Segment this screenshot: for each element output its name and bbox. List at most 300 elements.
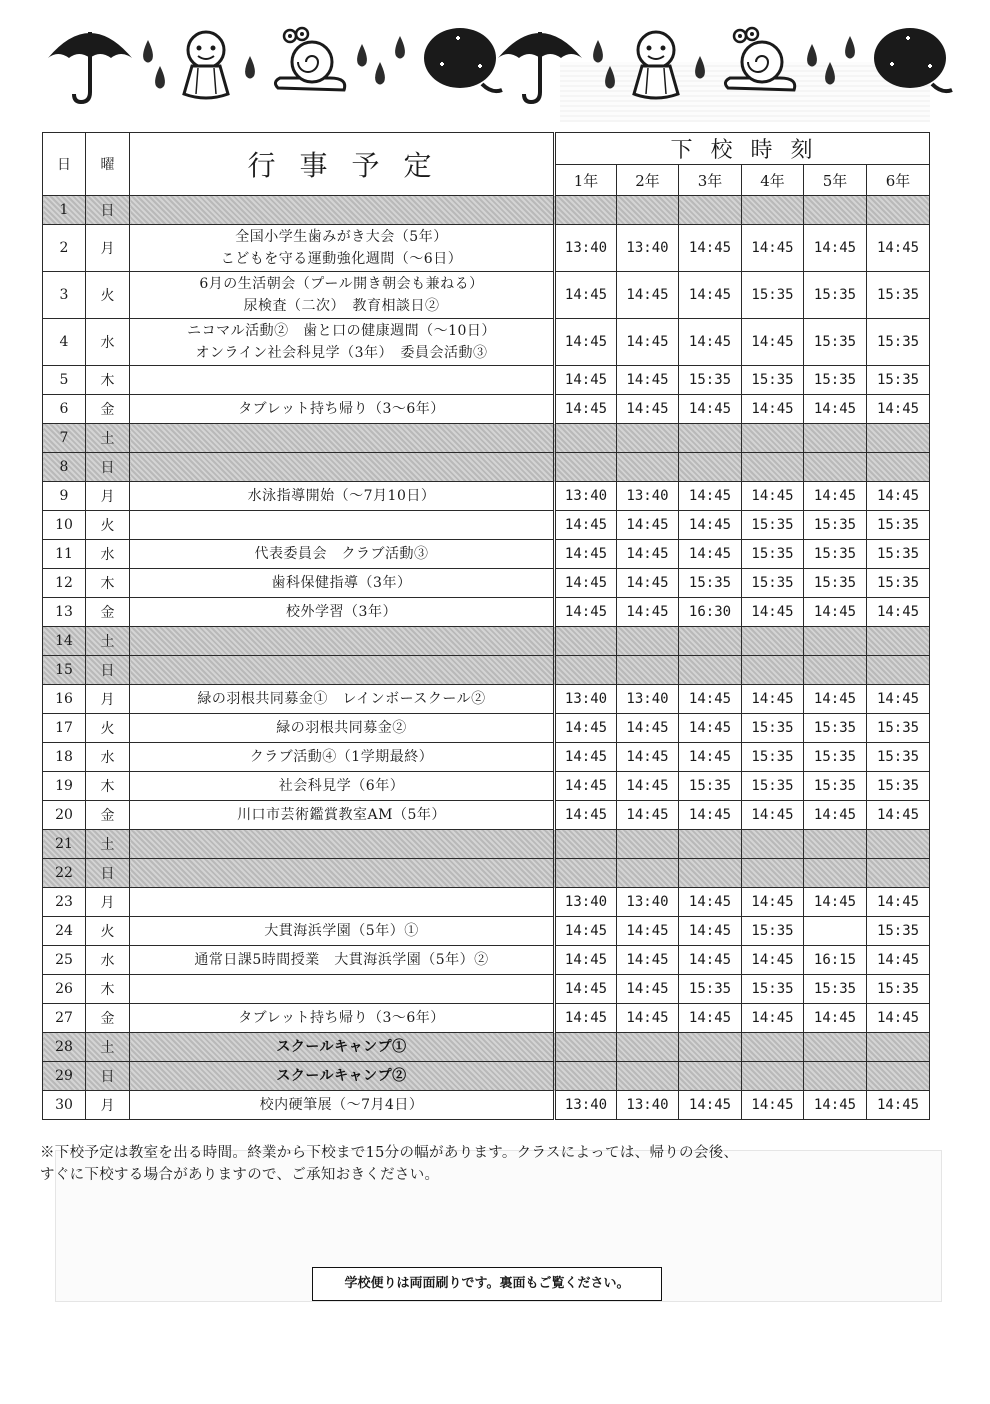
event-line: 代表委員会 クラブ活動③: [254, 546, 429, 562]
dismissal-time-cell: [555, 656, 617, 685]
events-cell: [130, 1062, 555, 1091]
events-cell: [130, 225, 555, 272]
weekday-cell: 月: [86, 482, 130, 511]
dismissal-time-cell: [617, 859, 679, 888]
schedule-rows: [43, 196, 930, 1120]
weekday-cell: 日: [86, 196, 130, 225]
events-cell: [130, 424, 555, 453]
table-row: [43, 1091, 930, 1120]
event-line: 水泳指導開始（～7月10日）: [247, 488, 436, 504]
table-row: [43, 1004, 930, 1033]
dismissal-time-cell: 13:40: [617, 685, 679, 714]
dismissal-time-cell: 13:40: [617, 888, 679, 917]
table-row: [43, 772, 930, 801]
day-cell: 18: [43, 743, 86, 772]
dismissal-time-cell: [742, 656, 804, 685]
event-line: 大貫海浜学園（5年）①: [264, 923, 419, 939]
dismissal-time-cell: [617, 424, 679, 453]
dismissal-time-cell: [617, 1062, 679, 1091]
day-cell: 14: [43, 627, 86, 656]
dismissal-time-cell: 14:45: [679, 319, 742, 366]
table-row: [43, 225, 930, 272]
table-row: [43, 1062, 930, 1091]
dismissal-time-cell: [555, 453, 617, 482]
event-line: スクールキャンプ①: [276, 1039, 407, 1055]
dismissal-time-cell: 15:35: [742, 772, 804, 801]
weekday-cell: 土: [86, 627, 130, 656]
dismissal-time-cell: 14:45: [617, 975, 679, 1004]
events-cell: [130, 1004, 555, 1033]
dismissal-time-cell: 14:45: [679, 917, 742, 946]
dismissal-time-cell: 13:40: [555, 1091, 617, 1120]
weekday-cell: 金: [86, 598, 130, 627]
dismissal-time-cell: [679, 1033, 742, 1062]
dismissal-time-cell: [679, 656, 742, 685]
dismissal-time-cell: 14:45: [555, 598, 617, 627]
dismissal-time-cell: 14:45: [555, 743, 617, 772]
dismissal-time-cell: 15:35: [804, 366, 867, 395]
day-cell: 27: [43, 1004, 86, 1033]
events-cell: [130, 598, 555, 627]
dismissal-time-cell: [742, 627, 804, 656]
events-cell: [130, 743, 555, 772]
dismissal-time-cell: [804, 453, 867, 482]
dismissal-time-cell: 14:45: [742, 319, 804, 366]
dismissal-time-cell: 15:35: [679, 366, 742, 395]
dismissal-time-cell: 14:45: [555, 1004, 617, 1033]
day-cell: 6: [43, 395, 86, 424]
grade-header: 1年: [555, 165, 617, 196]
dismissal-time-cell: 14:45: [555, 395, 617, 424]
day-cell: 15: [43, 656, 86, 685]
dismissal-time-cell: 15:35: [804, 540, 867, 569]
dismissal-time-cell: 14:45: [617, 272, 679, 319]
grade-header: 5年: [804, 165, 867, 196]
dismissal-time-cell: 14:45: [555, 946, 617, 975]
dismissal-time-cell: 14:45: [742, 888, 804, 917]
dismissal-time-cell: 14:45: [804, 598, 867, 627]
dismissal-time-cell: [867, 1033, 930, 1062]
dismissal-time-cell: [742, 196, 804, 225]
dismissal-time-cell: 14:45: [617, 540, 679, 569]
raindrop-icon: [357, 36, 405, 85]
day-cell: 22: [43, 859, 86, 888]
table-row: [43, 598, 930, 627]
dismissal-time-cell: 15:35: [742, 272, 804, 319]
weekday-cell: 月: [86, 685, 130, 714]
event-line: 全国小学生歯みがき大会（5年）: [235, 229, 448, 245]
dismissal-time-cell: 14:45: [804, 1091, 867, 1120]
dismissal-time-cell: 15:35: [742, 540, 804, 569]
dismissal-time-cell: [617, 656, 679, 685]
weekday-cell: 火: [86, 714, 130, 743]
day-cell: 26: [43, 975, 86, 1004]
day-cell: 9: [43, 482, 86, 511]
dismissal-time-cell: 14:45: [617, 319, 679, 366]
event-line: 尿検査（二次） 教育相談日②: [243, 298, 440, 314]
dismissal-time-cell: [867, 656, 930, 685]
dismissal-time-cell: 14:45: [804, 801, 867, 830]
dismissal-time-cell: 15:35: [867, 511, 930, 540]
dismissal-time-cell: 15:35: [867, 366, 930, 395]
dismissal-time-cell: 14:45: [555, 366, 617, 395]
events-cell: [130, 685, 555, 714]
dismissal-time-cell: 15:35: [804, 772, 867, 801]
events-cell: [130, 319, 555, 366]
dismissal-time-cell: [804, 424, 867, 453]
dismissal-time-cell: 15:35: [804, 569, 867, 598]
dismissal-time-cell: 15:35: [804, 511, 867, 540]
dismissal-time-cell: 14:45: [679, 482, 742, 511]
events-cell: [130, 569, 555, 598]
dismissal-time-cell: [804, 859, 867, 888]
weekday-cell: 月: [86, 1091, 130, 1120]
table-row: [43, 685, 930, 714]
dismissal-time-cell: 15:35: [867, 319, 930, 366]
table-row: [43, 196, 930, 225]
dismissal-time-cell: 15:35: [867, 917, 930, 946]
dismissal-time-cell: [867, 453, 930, 482]
snail-icon: [275, 28, 344, 90]
weekday-cell: 火: [86, 511, 130, 540]
umbrella-icon: [48, 32, 132, 102]
weekday-cell: 水: [86, 743, 130, 772]
weekday-cell: 木: [86, 569, 130, 598]
day-cell: 13: [43, 598, 86, 627]
dismissal-time-cell: 14:45: [867, 888, 930, 917]
day-cell: 12: [43, 569, 86, 598]
table-row: [43, 917, 930, 946]
dismissal-time-cell: 14:45: [555, 917, 617, 946]
dismissal-time-cell: 13:40: [617, 225, 679, 272]
dismissal-time-cell: [679, 830, 742, 859]
raindrop-icon: [143, 40, 165, 89]
dismissal-time-cell: [804, 917, 867, 946]
dismissal-time-cell: 14:45: [555, 801, 617, 830]
day-cell: 20: [43, 801, 86, 830]
dismissal-time-cell: 14:45: [679, 714, 742, 743]
weekday-cell: 金: [86, 395, 130, 424]
table-row: [43, 627, 930, 656]
dismissal-time-cell: [679, 196, 742, 225]
event-line: 6月の生活朝会（プール開き朝会も兼ねる）: [199, 276, 484, 292]
dismissal-time-cell: [742, 424, 804, 453]
event-line: 緑の羽根共同募金②: [276, 720, 407, 736]
table-row: [43, 743, 930, 772]
dismissal-time-cell: [867, 627, 930, 656]
events-cell: [130, 714, 555, 743]
table-row: [43, 830, 930, 859]
dismissal-time-cell: [804, 1062, 867, 1091]
dismissal-time-cell: [555, 627, 617, 656]
dismissal-time-cell: 14:45: [742, 1091, 804, 1120]
day-cell: 24: [43, 917, 86, 946]
table-row: [43, 946, 930, 975]
events-cell: [130, 772, 555, 801]
day-cell: 28: [43, 1033, 86, 1062]
dismissal-time-cell: 14:45: [679, 225, 742, 272]
events-cell: [130, 830, 555, 859]
dismissal-time-cell: [867, 1062, 930, 1091]
event-line: 川口市芸術鑑賞教室AM（5年）: [237, 807, 446, 823]
events-cell: [130, 917, 555, 946]
day-cell: 10: [43, 511, 86, 540]
double-sided-notice: 学校便りは両面刷りです。裏面もご覧ください。: [312, 1267, 662, 1301]
dismissal-time-cell: 14:45: [867, 801, 930, 830]
event-line: ニコマル活動② 歯と口の健康週間（～10日）: [187, 323, 496, 339]
dismissal-time-cell: 14:45: [742, 482, 804, 511]
dismissal-time-cell: 15:35: [867, 569, 930, 598]
dismissal-time-cell: 14:45: [804, 225, 867, 272]
weekday-cell: 土: [86, 830, 130, 859]
weekday-cell: 木: [86, 366, 130, 395]
table-row: [43, 395, 930, 424]
dismissal-time-cell: 14:45: [555, 540, 617, 569]
dismissal-time-cell: 14:45: [742, 395, 804, 424]
weekday-header: 曜: [86, 133, 130, 196]
day-cell: 21: [43, 830, 86, 859]
dismissal-time-cell: 14:45: [679, 743, 742, 772]
dismissal-time-cell: 14:45: [742, 598, 804, 627]
dismissal-time-cell: 16:30: [679, 598, 742, 627]
dismissal-time-cell: 14:45: [742, 1004, 804, 1033]
events-cell: [130, 272, 555, 319]
dismissal-times-header: 下校時刻: [555, 133, 930, 165]
dismissal-time-cell: 14:45: [555, 319, 617, 366]
dismissal-time-cell: [555, 196, 617, 225]
weekday-cell: 木: [86, 772, 130, 801]
weekday-cell: 日: [86, 1062, 130, 1091]
day-cell: 30: [43, 1091, 86, 1120]
footnote-line: すぐに下校する場合がありますので、ご承知おきください。: [40, 1167, 440, 1183]
dismissal-time-cell: 14:45: [555, 272, 617, 319]
dismissal-time-cell: [555, 424, 617, 453]
day-cell: 7: [43, 424, 86, 453]
day-cell: 2: [43, 225, 86, 272]
table-row: [43, 714, 930, 743]
june-schedule-table: [42, 132, 930, 1120]
weekday-cell: 火: [86, 917, 130, 946]
events-cell: [130, 482, 555, 511]
dismissal-time-cell: 14:45: [867, 1004, 930, 1033]
table-row: [43, 540, 930, 569]
dismissal-time-cell: 14:45: [617, 598, 679, 627]
dismissal-time-cell: [804, 627, 867, 656]
dismissal-time-cell: 14:45: [867, 225, 930, 272]
table-row: [43, 975, 930, 1004]
dismissal-time-cell: 14:45: [867, 395, 930, 424]
dismissal-time-cell: [617, 453, 679, 482]
dismissal-time-cell: 15:35: [867, 272, 930, 319]
dismissal-time-cell: 14:45: [679, 1091, 742, 1120]
table-row: [43, 272, 930, 319]
events-cell: [130, 801, 555, 830]
weekday-cell: 水: [86, 946, 130, 975]
dismissal-time-cell: [804, 196, 867, 225]
dismissal-time-cell: 14:45: [617, 1004, 679, 1033]
dismissal-time-cell: [804, 1033, 867, 1062]
dismissal-time-cell: 15:35: [742, 917, 804, 946]
dismissal-time-cell: 14:45: [867, 946, 930, 975]
dismissal-time-cell: 14:45: [617, 395, 679, 424]
weekday-cell: 水: [86, 540, 130, 569]
events-cell: [130, 511, 555, 540]
dismissal-time-cell: [867, 196, 930, 225]
dismissal-time-cell: 15:35: [742, 569, 804, 598]
event-line: タブレット持ち帰り（3～6年）: [238, 401, 445, 417]
dismissal-time-cell: [679, 1062, 742, 1091]
dismissal-time-cell: 14:45: [804, 685, 867, 714]
dismissal-time-cell: 16:15: [804, 946, 867, 975]
dismissal-time-cell: 14:45: [679, 540, 742, 569]
dismissal-time-cell: [555, 1033, 617, 1062]
events-cell: [130, 196, 555, 225]
dismissal-time-cell: 14:45: [679, 1004, 742, 1033]
dismissal-time-cell: 14:45: [617, 569, 679, 598]
weekday-cell: 金: [86, 801, 130, 830]
events-cell: [130, 366, 555, 395]
day-cell: 16: [43, 685, 86, 714]
dismissal-time-cell: 15:35: [679, 569, 742, 598]
dismissal-time-cell: 14:45: [804, 888, 867, 917]
weekday-cell: 日: [86, 453, 130, 482]
dismissal-time-cell: 14:45: [804, 395, 867, 424]
dismissal-time-cell: 14:45: [617, 801, 679, 830]
dismissal-time-cell: 14:45: [867, 482, 930, 511]
weekday-cell: 水: [86, 319, 130, 366]
dismissal-time-cell: 15:35: [867, 772, 930, 801]
table-row: [43, 319, 930, 366]
dismissal-time-cell: [867, 830, 930, 859]
events-cell: [130, 859, 555, 888]
event-line: オンライン社会科見学（3年） 委員会活動③: [195, 345, 488, 361]
dismissal-time-cell: [617, 830, 679, 859]
grade-header: 6年: [867, 165, 930, 196]
dismissal-time-cell: 14:45: [804, 1004, 867, 1033]
dismissal-time-cell: 14:45: [617, 743, 679, 772]
weekday-cell: 日: [86, 656, 130, 685]
table-row: [43, 859, 930, 888]
event-line: 社会科見学（6年）: [278, 778, 405, 794]
dismissal-time-cell: 15:35: [742, 975, 804, 1004]
table-row: [43, 424, 930, 453]
dismissal-time-cell: 14:45: [804, 482, 867, 511]
dismissal-time-cell: 14:45: [617, 772, 679, 801]
table-row: [43, 511, 930, 540]
dismissal-time-cell: 14:45: [555, 714, 617, 743]
rainy-season-banner: [40, 18, 960, 108]
table-row: [43, 366, 930, 395]
weekday-cell: 日: [86, 859, 130, 888]
table-row: [43, 656, 930, 685]
day-cell: 4: [43, 319, 86, 366]
events-cell: [130, 656, 555, 685]
dismissal-time-cell: [555, 1062, 617, 1091]
day-cell: 17: [43, 714, 86, 743]
day-cell: 25: [43, 946, 86, 975]
weekday-cell: 金: [86, 1004, 130, 1033]
dismissal-time-cell: [617, 627, 679, 656]
dismissal-time-cell: 14:45: [679, 685, 742, 714]
dismissal-time-cell: 14:45: [867, 685, 930, 714]
dismissal-time-cell: [555, 859, 617, 888]
dismissal-time-cell: 14:45: [617, 714, 679, 743]
event-line: こどもを守る運動強化週間（～6日）: [220, 251, 463, 267]
dismissal-time-cell: [555, 830, 617, 859]
dismissal-time-cell: [742, 830, 804, 859]
dismissal-time-cell: 14:45: [679, 395, 742, 424]
table-row: [43, 453, 930, 482]
weekday-cell: 土: [86, 1033, 130, 1062]
dismissal-time-cell: 14:45: [555, 569, 617, 598]
table-row: [43, 1033, 930, 1062]
event-line: タブレット持ち帰り（3～6年）: [238, 1010, 445, 1026]
dismissal-time-cell: 14:45: [617, 917, 679, 946]
dismissal-time-cell: 14:45: [867, 598, 930, 627]
dismissal-time-cell: 14:45: [555, 975, 617, 1004]
event-line: 通常日課5時間授業 大貫海浜学園（5年）②: [194, 952, 489, 968]
dismissal-time-cell: 15:35: [867, 743, 930, 772]
event-line: スクールキャンプ②: [276, 1068, 407, 1084]
dismissal-time-cell: 14:45: [617, 511, 679, 540]
teru-teru-bozu-icon: [184, 32, 228, 98]
dismissal-time-cell: [804, 830, 867, 859]
day-header: 日: [43, 133, 86, 196]
dismissal-time-cell: 14:45: [679, 946, 742, 975]
dismissal-time-cell: 15:35: [742, 366, 804, 395]
event-line: 緑の羽根共同募金① レインボースクール②: [197, 691, 486, 707]
footnote: [40, 1142, 940, 1186]
event-line: 校内硬筆展（～7月4日）: [259, 1097, 424, 1113]
events-cell: [130, 1091, 555, 1120]
dismissal-time-cell: 15:35: [742, 743, 804, 772]
dismissal-time-cell: 15:35: [867, 714, 930, 743]
dismissal-time-cell: 14:45: [555, 511, 617, 540]
dismissal-time-cell: 14:45: [617, 366, 679, 395]
dismissal-time-cell: 13:40: [555, 685, 617, 714]
dismissal-time-cell: 13:40: [617, 482, 679, 511]
event-line: クラブ活動④（1学期最終）: [249, 749, 434, 765]
dismissal-time-cell: [804, 656, 867, 685]
raindrop-icon: [245, 56, 255, 79]
footnote-line: ※下校予定は教室を出る時間。終業から下校まで15分の幅があります。クラスによっては、帰りの会後、: [40, 1145, 739, 1161]
events-cell: [130, 1033, 555, 1062]
dismissal-time-cell: 14:45: [742, 801, 804, 830]
dismissal-time-cell: 15:35: [679, 772, 742, 801]
dismissal-time-cell: 14:45: [742, 225, 804, 272]
events-cell: [130, 395, 555, 424]
table-row: [43, 482, 930, 511]
dismissal-time-cell: 15:35: [742, 714, 804, 743]
weekday-cell: 月: [86, 888, 130, 917]
weekday-cell: 月: [86, 225, 130, 272]
day-cell: 19: [43, 772, 86, 801]
day-cell: 8: [43, 453, 86, 482]
dismissal-time-cell: 15:35: [679, 975, 742, 1004]
dismissal-time-cell: 14:45: [679, 801, 742, 830]
dismissal-time-cell: 15:35: [804, 272, 867, 319]
dismissal-time-cell: [617, 1033, 679, 1062]
dismissal-time-cell: 15:35: [804, 714, 867, 743]
dismissal-time-cell: [679, 424, 742, 453]
dismissal-time-cell: 15:35: [867, 975, 930, 1004]
dismissal-time-cell: 13:40: [555, 888, 617, 917]
dismissal-time-cell: 14:45: [617, 946, 679, 975]
events-cell: [130, 540, 555, 569]
day-cell: 11: [43, 540, 86, 569]
weekday-cell: 火: [86, 272, 130, 319]
table-row: [43, 888, 930, 917]
